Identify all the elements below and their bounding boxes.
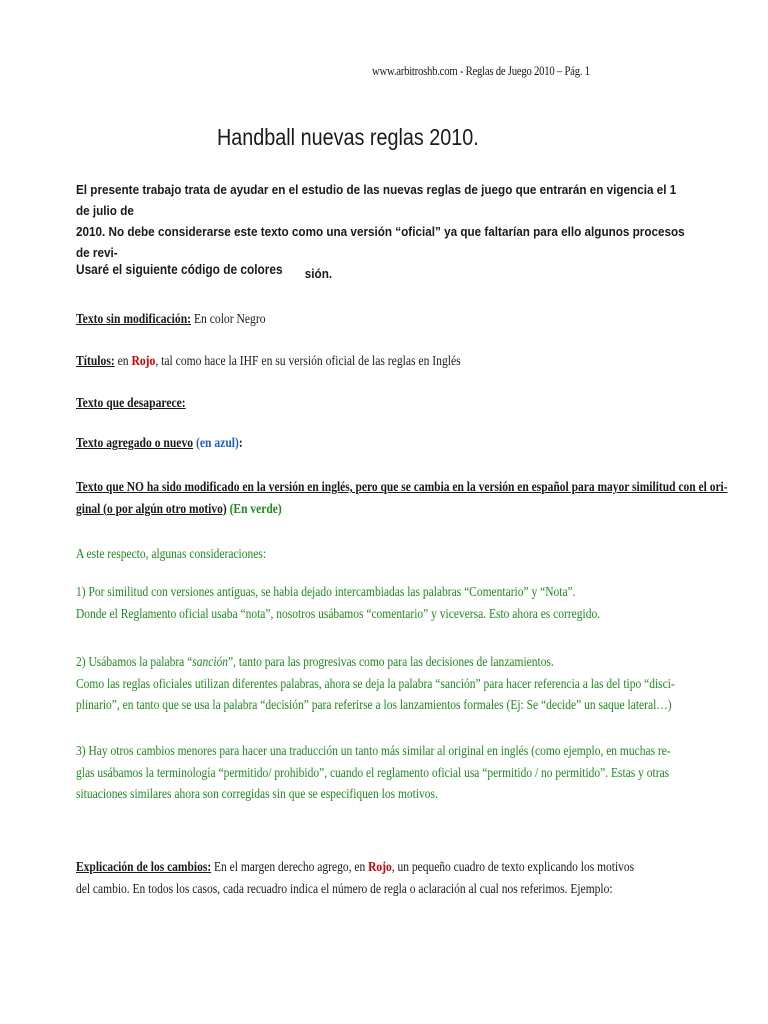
consideration-1-line-2: Donde el Reglamento oficial usaba “nota”, nosotros usábamos “comentario” y viceversa. Esto ahora es corregido. — [76, 605, 601, 621]
legend-titles-color: Rojo — [131, 353, 156, 368]
consideration-2 — [76, 651, 687, 716]
legend-titles-label: Títulos: — [76, 353, 115, 368]
legend-removed — [76, 395, 186, 411]
legend-added-colon: : — [238, 435, 243, 450]
explanation-line-2: del cambio. En todos los casos, cada recuadro indica el número de regla o aclaración al cual nos referimos. Ejemplo: — [76, 880, 613, 896]
legend-modified-line-1: Texto que NO ha sido modificado en la versión en inglés, pero que se cambia en la versión en español para mayor similitud con el ori- — [76, 479, 728, 494]
consideration-3-line-1: 3) Hay otros cambios menores para hacer una traducción un tanto más similar al original en inglés (como ejemplo, en muchas re- — [76, 743, 671, 758]
legend-modified-line-2: ginal (o por algún otro motivo) — [76, 500, 227, 516]
document-title: Handball nuevas reglas 2010. — [217, 124, 479, 150]
legend-modified-color: (En verde) — [226, 500, 282, 516]
legend-unchanged-value: En color Negro — [191, 311, 266, 326]
page-header: www.arbitroshb.com - Reglas de Juego 2010 – Pág. 1 — [372, 64, 590, 78]
intro-line-1: El presente trabajo trata de ayudar en el estudio de las nuevas reglas de juego que entrarán en vigencia el 1 de julio de — [76, 182, 677, 218]
consideration-3 — [76, 740, 687, 805]
consideration-3-line-3: situaciones similares ahora son corregidas sin que se especifiquen los motivos. — [76, 786, 438, 801]
consideration-2-italic: sanción — [192, 654, 229, 669]
legend-titles-post: , tal como hace la IHF en su versión oficial de las reglas en Inglés — [155, 353, 461, 368]
legend-added-color: (en azul) — [193, 435, 239, 450]
consideration-2-line-3: plinario”, en tanto que se usa la palabra “decisión” para referirse a los lanzamientos formales (Ej: Se “decide” un saque lateral…) — [76, 697, 672, 712]
legend-unchanged-label: Texto sin modificación: — [76, 311, 192, 326]
explanation-post: , un pequeño cuadro de texto explicando los motivos — [391, 859, 635, 874]
consideration-1-line-1: 1) Por similitud con versiones antiguas, se habia dejado intercambiadas las palabras “Comentario” y “Nota”. — [76, 584, 576, 599]
legend-titles-pre: en — [114, 353, 132, 368]
legend-added-label: Texto agregado o nuevo — [76, 435, 194, 450]
legend-titles — [76, 353, 461, 369]
consideration-2-post: ”, tanto para las progresivas como para las decisiones de lanzamientos. — [228, 654, 554, 669]
legend-added — [76, 435, 243, 451]
consideration-2-pre: 2) Usábamos la palabra “ — [76, 654, 193, 669]
considerations-intro-text: A este respecto, algunas consideraciones: — [76, 546, 267, 561]
color-code-heading: Usaré el siguiente código de colores — [76, 262, 283, 277]
legend-unchanged — [76, 311, 266, 327]
consideration-3-line-2: glas usábamos la terminología “permitido/ prohibido”, cuando el reglamento oficial usa “permitido / no permitido”. Estas y otras — [76, 764, 670, 780]
intro-line-2: 2010. No debe considerarse este texto como una versión “oficial” ya que faltarían para ello algunos procesos de revi- — [76, 224, 685, 260]
explanation-pre: En el margen derecho agrego, en — [211, 859, 369, 874]
consideration-1 — [76, 581, 687, 624]
legend-removed-label: Texto que desaparece: — [76, 395, 186, 410]
explanation-label: Explicación de los cambios: — [76, 859, 212, 874]
explanation-paragraph — [76, 856, 687, 899]
intro-line-3: sión. — [304, 266, 333, 281]
explanation-color: Rojo — [368, 859, 392, 874]
considerations-intro — [76, 543, 687, 565]
consideration-2-line-2: Como las reglas oficiales utilizan diferentes palabras, ahora se deja la palabra “sanción” para hacer referencia a las del tipo “disci- — [76, 675, 675, 691]
legend-modified — [76, 476, 728, 519]
